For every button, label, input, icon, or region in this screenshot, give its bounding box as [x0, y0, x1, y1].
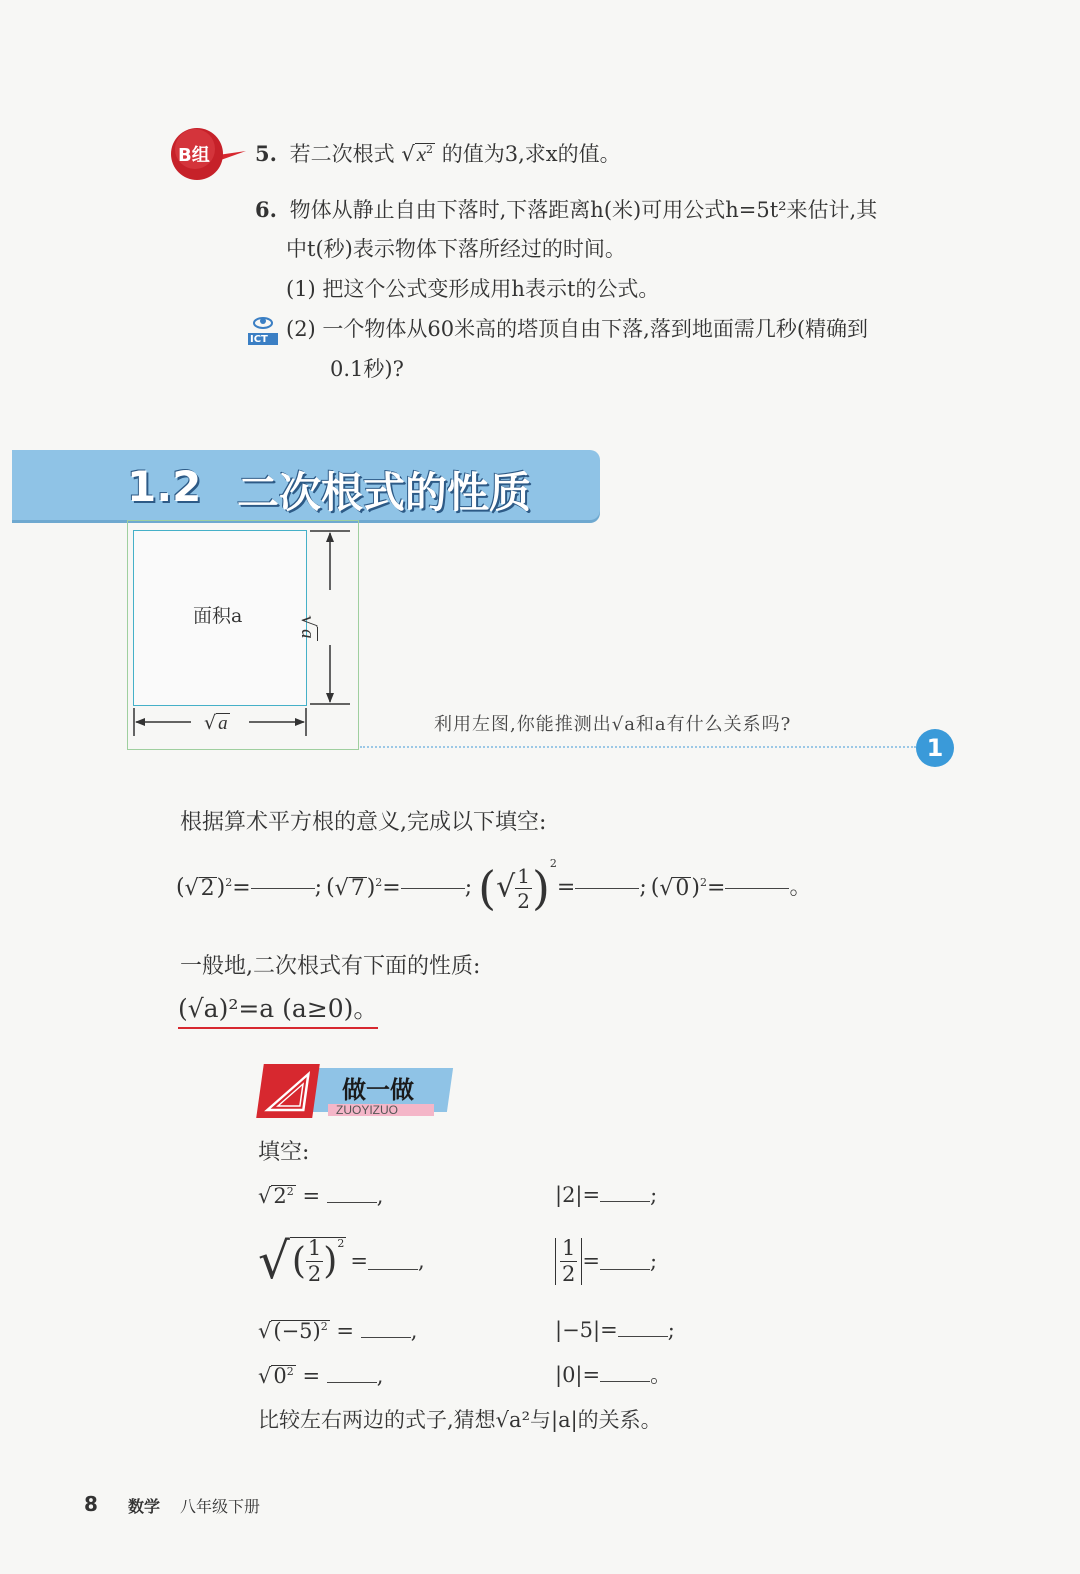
question-6-line1: 物体从静止自由下落时,下落距离h(米)可用公式h=5t²来估计,其	[289, 198, 878, 222]
question-6	[255, 199, 877, 221]
left-item-3: $√(-5)^2$ = ,	[258, 1319, 418, 1343]
section-banner	[12, 450, 600, 520]
blank-1[interactable]	[251, 887, 315, 889]
property-formula: (√a)²=a (a≥0)。	[178, 996, 378, 1029]
sqrt-x-squared: $√x^2$	[401, 142, 434, 166]
dimension-lines	[127, 520, 359, 750]
dotted-divider	[360, 746, 916, 748]
general-text: 一般地,二次根式有下面的性质:	[180, 954, 481, 979]
question-5-prefix: 若二次根式	[289, 142, 395, 166]
blank-3[interactable]	[575, 887, 639, 889]
right-blank-4[interactable]	[600, 1380, 650, 1382]
question-5-number: 5.	[255, 141, 277, 166]
right-item-2: $\frac{1}{2}$ = ;	[555, 1238, 657, 1284]
question-5-suffix: 的值为3,求x的值。	[441, 142, 621, 166]
left-item-2: √ ( $\frac{1}{2}$ ) $^2$ = ,	[258, 1232, 425, 1290]
side-label-right: √a	[297, 615, 319, 639]
activity-fill-label: 填空:	[258, 1140, 310, 1165]
right-blank-1[interactable]	[600, 1200, 650, 1202]
question-6-part1: (1) 把这个公式变形成用h表示t的公式。	[286, 277, 660, 301]
question-6-part2-cont: 0.1秒)?	[330, 357, 404, 381]
footer-subject: 数学	[128, 1497, 161, 1516]
section-number: 1.2	[127, 462, 202, 511]
right-blank-2[interactable]	[600, 1268, 650, 1270]
question-6-part2: (2) 一个物体从60米高的塔顶自由下落,落到地面需几秒(精确到	[286, 317, 869, 341]
ict-label: ICT	[250, 334, 268, 345]
left-item-1: $√2^2$ = ,	[258, 1184, 384, 1208]
triangle-ruler-icon	[256, 1064, 320, 1118]
ict-icon	[246, 313, 280, 347]
left-blank-1[interactable]	[327, 1201, 377, 1203]
blank-4[interactable]	[725, 887, 789, 889]
compare-text: 比较左右两边的式子,猜想√a²与|a|的关系。	[258, 1408, 662, 1432]
blank-2[interactable]	[401, 887, 465, 889]
left-item-4: $√0^2$ = ,	[258, 1364, 384, 1388]
activity-pinyin: ZUOYIZUO	[336, 1103, 398, 1117]
fill-row: ( √2 )$^2$= ; ( √7 )$^2$= ; ( √ $\frac{1}{2}$ ) $^2$ = ; ( √0 )$^2$= 。	[176, 857, 812, 915]
right-item-1: |2|= ;	[555, 1183, 658, 1207]
question-5	[255, 143, 621, 165]
section-title: 二次根式的性质	[237, 468, 532, 517]
left-blank-4[interactable]	[327, 1381, 377, 1383]
group-b-badge	[170, 127, 248, 183]
question-6-line2: 中t(秒)表示物体下落所经过的时间。	[286, 237, 626, 261]
figure-question: 利用左图,你能推测出√a和a有什么关系吗?	[434, 714, 792, 735]
intro-text: 根据算术平方根的意义,完成以下填空:	[180, 810, 547, 835]
question-6-number: 6.	[255, 197, 277, 222]
group-b-label: B组	[178, 145, 210, 166]
footer-grade: 八年级下册	[180, 1497, 261, 1516]
activity-title: 做一做	[342, 1076, 414, 1104]
right-blank-3[interactable]	[618, 1335, 668, 1337]
left-blank-2[interactable]	[368, 1268, 418, 1270]
side-label-bottom: √ a	[204, 712, 228, 734]
area-label: 面积a	[193, 605, 243, 627]
page-number: 8	[84, 1492, 98, 1516]
left-blank-3[interactable]	[361, 1336, 411, 1338]
activity-header	[256, 1062, 452, 1118]
marker-1: 1	[916, 729, 954, 767]
right-item-3: |−5|= ;	[555, 1318, 675, 1342]
right-item-4: |0|= 。	[555, 1363, 672, 1387]
